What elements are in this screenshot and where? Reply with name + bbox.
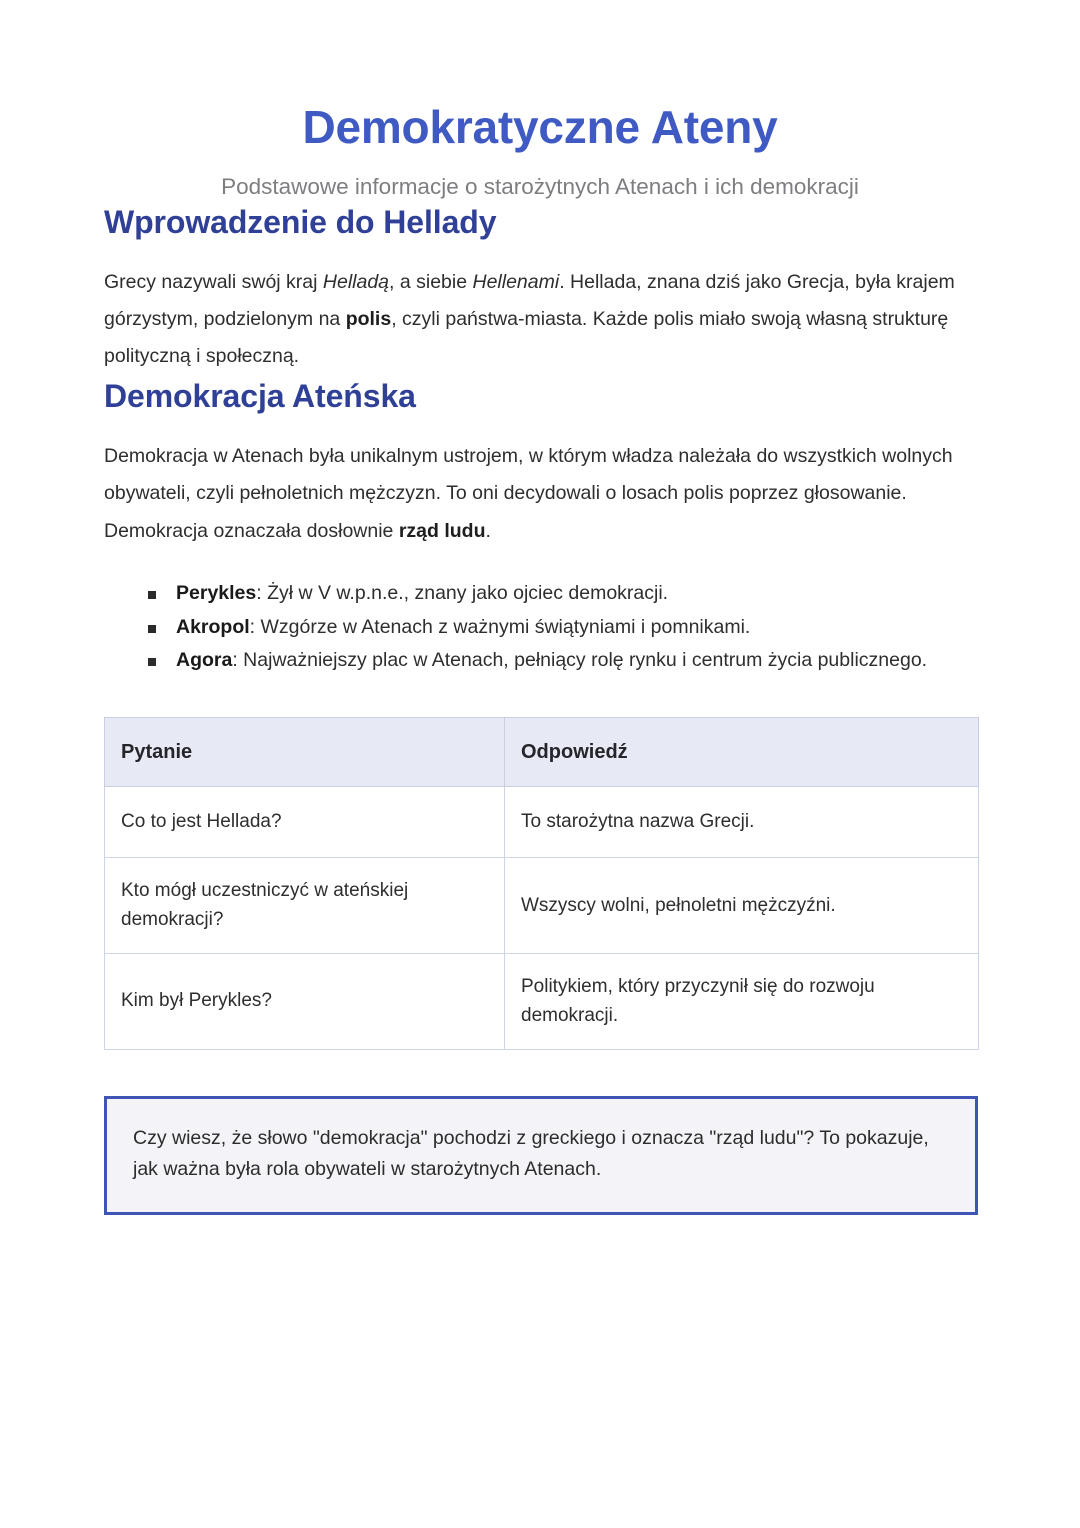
- table-cell-question: Co to jest Hellada?: [105, 786, 505, 857]
- list-item-description: : Najważniejszy plac w Atenach, pełniący rolę rynku i centrum życia publicznego.: [232, 649, 928, 672]
- callout-text: Czy wiesz, że słowo "demokracja" pochodzi z greckiego i oznacza "rząd ludu"? To pokazuje, jak ważna była rola obywateli w starożytnych Atenach.: [133, 1126, 929, 1181]
- table-row: [105, 786, 979, 857]
- list-item: [176, 578, 976, 610]
- intro-emphasis-hellenami: Hellenami: [472, 270, 560, 293]
- list-item: [176, 645, 976, 677]
- table-row: [105, 953, 979, 1049]
- table-header-row: [105, 717, 979, 786]
- democracy-strong-rzad-ludu: rząd ludu: [398, 519, 486, 542]
- democracy-text-part-2: .: [485, 519, 491, 542]
- intro-text-part-3: . Hellada, znana dziś jako Grecja, była krajem górzystym, podzielonym na: [104, 270, 955, 330]
- table-body: [105, 786, 979, 1049]
- qa-table: [104, 717, 979, 1050]
- list-item: [176, 612, 976, 644]
- page-title: Demokratyczne Ateny: [302, 101, 778, 153]
- table-header-odpowiedz: Odpowiedź: [505, 717, 979, 786]
- paragraph-intro: [104, 264, 976, 376]
- democracy-text-part-1: Demokracja w Atenach była unikalnym ustrojem, w którym władza należała do wszystkich wolnych obywateli, czyli pełnoletnich mężczyzn. To oni decydowali o losach polis poprzez głosowanie. Demokracja oznaczała dosłownie: [104, 444, 953, 542]
- list-item-description: : Żył w V w.p.n.e., znany jako ojciec demokracji.: [256, 582, 669, 605]
- heading-wprowadzenie-do-hellady: Wprowadzenie do Hellady: [104, 203, 497, 240]
- intro-text-part-1: Grecy nazywali swój kraj: [104, 270, 323, 293]
- table-cell-question: Kto mógł uczestniczyć w ateńskiej demokracji?: [105, 857, 505, 953]
- table-header-pytanie: Pytanie: [105, 717, 505, 786]
- intro-strong-polis: polis: [345, 307, 392, 330]
- paragraph-democracy: [104, 438, 976, 550]
- info-callout-box: [104, 1096, 978, 1215]
- square-bullet-icon: [148, 658, 156, 666]
- list-item-term: Agora: [176, 649, 233, 672]
- table-cell-answer: Wszyscy wolni, pełnoletni mężczyźni.: [505, 857, 979, 953]
- fact-list: [104, 578, 976, 677]
- intro-text-part-2: , a siebie: [389, 270, 473, 293]
- table-cell-answer: Politykiem, który przyczynił się do rozwoju demokracji.: [505, 953, 979, 1049]
- list-item-term: Akropol: [176, 615, 250, 638]
- table-cell-answer: To starożytna nazwa Grecji.: [505, 786, 979, 857]
- table-row: [105, 857, 979, 953]
- table-head: [105, 717, 979, 786]
- list-item-term: Perykles: [176, 582, 257, 605]
- square-bullet-icon: [148, 591, 156, 599]
- intro-emphasis-hellada: Helladą: [322, 270, 390, 293]
- heading-demokracja-atenska: Demokracja Ateńska: [104, 377, 416, 414]
- square-bullet-icon: [148, 625, 156, 633]
- table-cell-question: Kim był Perykles?: [105, 953, 505, 1049]
- intro-text-part-4: , czyli państwa-miasta. Każde polis miało swoją własną strukturę polityczną i społeczną.: [104, 307, 949, 368]
- page-subtitle: Podstawowe informacje o starożytnych Atenach i ich demokracji: [221, 174, 859, 200]
- list-item-description: : Wzgórze w Atenach z ważnymi świątyniami i pomnikami.: [249, 615, 751, 638]
